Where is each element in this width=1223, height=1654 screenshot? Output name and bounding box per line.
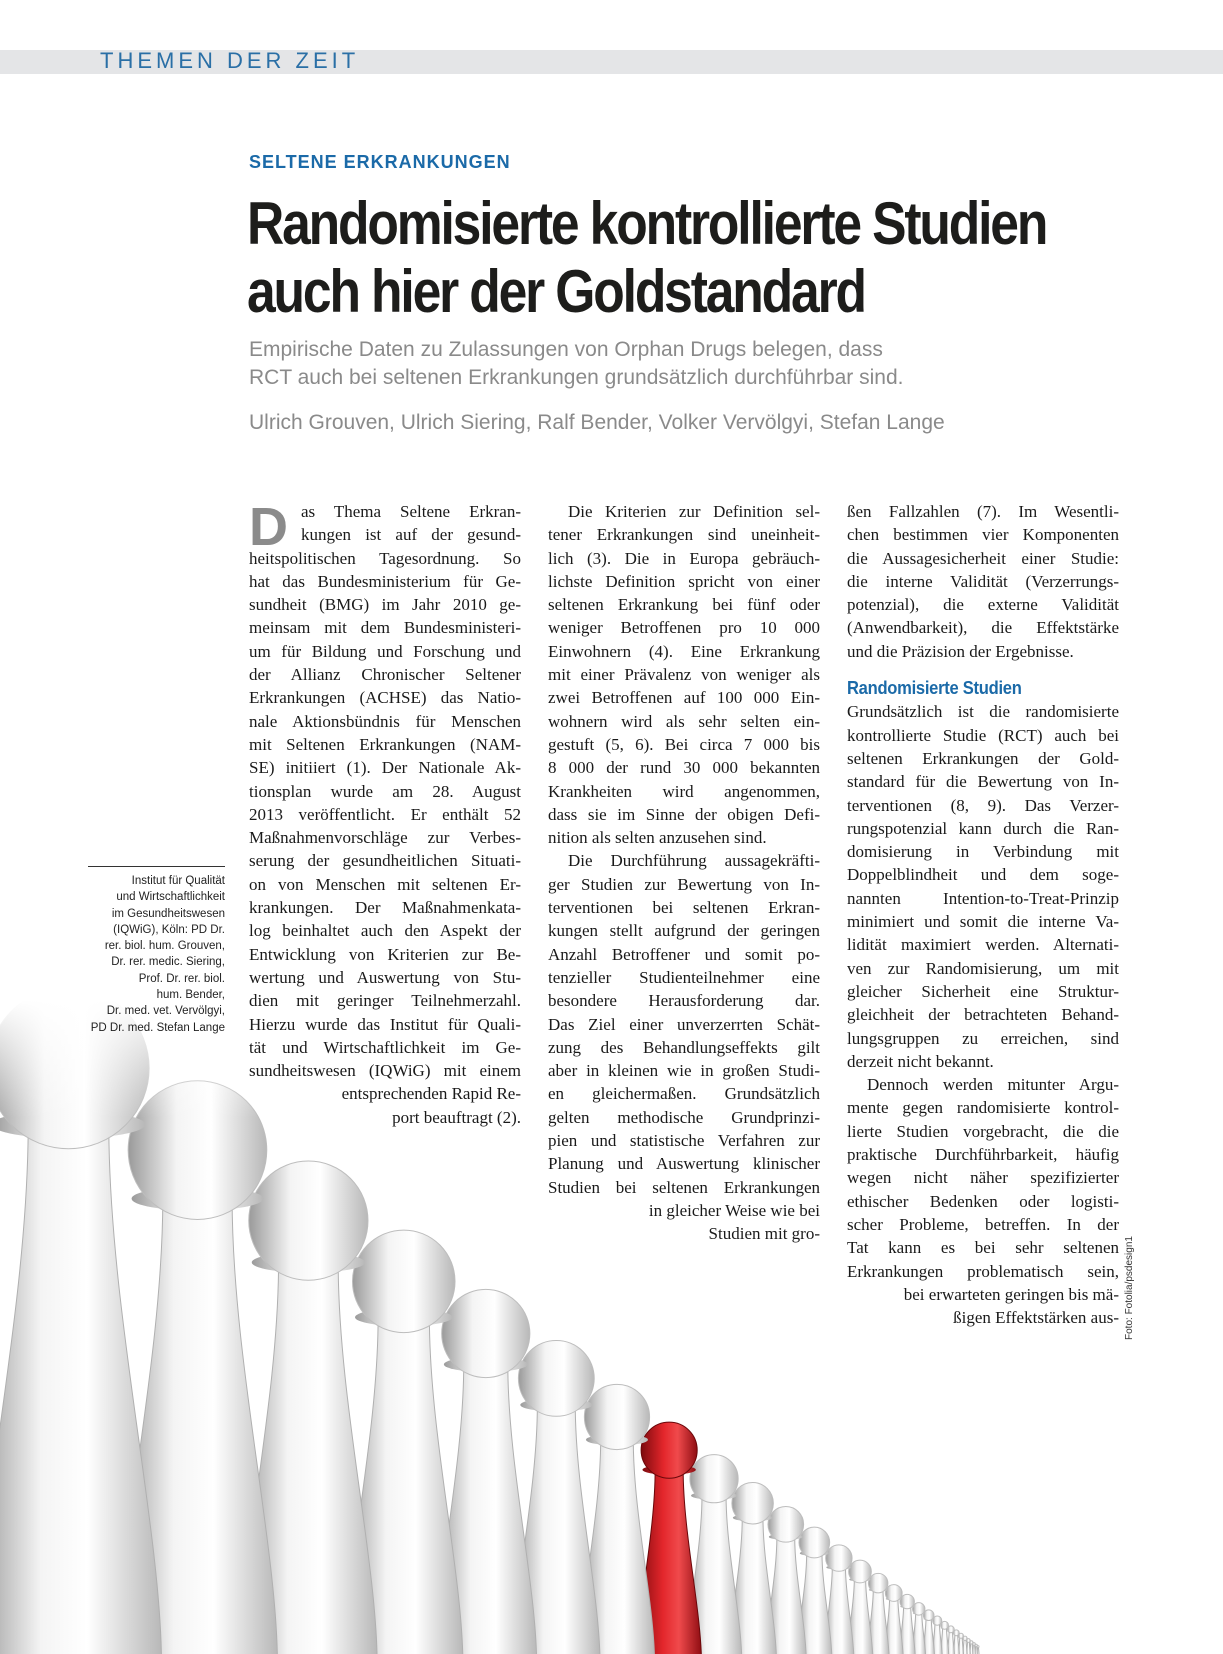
text-line: lidität maximiert werden. Alternati- bbox=[847, 935, 1119, 955]
text-line: gleichheit der betrachteten Behand- bbox=[847, 1005, 1119, 1025]
text-line: 8 000 der rund 30 000 bekannten bbox=[548, 758, 820, 778]
text-line: Studien bei seltenen Erkrankungen bbox=[548, 1177, 820, 1197]
text-line: entsprechenden Rapid Re- bbox=[341, 1084, 521, 1104]
text-line: Studien mit gro- bbox=[708, 1224, 820, 1244]
text-line: kungen stellt aufgrund der geringen bbox=[548, 921, 820, 941]
affiliation-line: Dr. med. vet. Vervölgyi, bbox=[106, 1005, 225, 1018]
text-line: tät und Wirtschaftlichkeit im Ge- bbox=[249, 1037, 521, 1057]
text-line: wegen nicht näher spezifizierter bbox=[847, 1168, 1119, 1188]
text-line: aber in kleinen wie in großen Studi- bbox=[548, 1061, 820, 1081]
affiliation-line: (IQWiG), Köln: PD Dr. bbox=[113, 923, 225, 936]
text-line: der Allianz Chronischer Seltener bbox=[249, 665, 521, 685]
text-line: port beauftragt (2). bbox=[392, 1107, 521, 1127]
text-line: kontrollierte Studie (RCT) auch bei bbox=[847, 725, 1119, 745]
text-line: sundheit (BMG) im Jahr 2010 ge- bbox=[249, 595, 521, 615]
text-line: weniger Betroffenen pro 10 000 bbox=[548, 618, 820, 638]
text-line: mente gegen randomisierte kontrol- bbox=[847, 1098, 1119, 1118]
text-line: Erkrankungen (ACHSE) das Natio- bbox=[249, 688, 521, 708]
text-line: hat das Bundesministerium für Ge- bbox=[249, 571, 521, 591]
text-line: Dennoch werden mitunter Argu- bbox=[867, 1075, 1119, 1095]
text-line: Einwohnern (4). Eine Erkrankung bbox=[548, 641, 820, 661]
text-line: mit Seltenen Erkrankungen (NAM- bbox=[249, 734, 521, 754]
section-label: THEMEN DER ZEIT bbox=[100, 48, 360, 73]
text-line: derzeit nicht bekannt. bbox=[847, 1051, 994, 1071]
text-line: Anzahl Betroffener und somit po- bbox=[548, 944, 820, 964]
text-line: domisierung in Verbindung mit bbox=[847, 842, 1119, 862]
text-column-3 bbox=[847, 500, 1119, 1329]
text-line: 2013 veröffentlicht. Er enthält 52 bbox=[249, 804, 521, 824]
text-column-1 bbox=[249, 497, 521, 1129]
text-line: ven zur Randomisierung, um mit bbox=[847, 958, 1119, 978]
headline-line-2: auch hier der Goldstandard bbox=[247, 258, 865, 325]
affiliation-line: Prof. Dr. rer. biol. bbox=[138, 972, 225, 985]
text-line: die Aussagesicherheit einer Studie: bbox=[847, 548, 1119, 568]
text-line: mit einer Prävalenz von weniger als bbox=[548, 665, 820, 685]
text-line: ethischer Bedenken oder logisti- bbox=[847, 1191, 1119, 1211]
text-line: lichste Definition spricht von einer bbox=[548, 571, 820, 591]
text-line: wertung und Auswertung von Stu- bbox=[249, 967, 521, 987]
text-line: um für Bildung und Forschung und bbox=[249, 641, 521, 661]
affiliation-line: hum. Bender, bbox=[156, 989, 225, 1002]
text-column-2 bbox=[548, 500, 820, 1246]
subtitle-line-2: RCT auch bei seltenen Erkrankungen grundsätzlich durchführbar sind. bbox=[249, 366, 904, 389]
text-line: Grundsätzlich ist die randomisierte bbox=[847, 702, 1119, 722]
author-affiliation bbox=[88, 866, 225, 1036]
text-line: kungen ist auf der gesund- bbox=[301, 525, 521, 545]
text-line: besondere Herausforderung dar. bbox=[548, 991, 820, 1011]
text-line: die interne Validität (Verzerrungs- bbox=[847, 571, 1119, 591]
text-line: chen bestimmen vier Komponenten bbox=[847, 525, 1119, 545]
text-line: SE) initiiert (1). Der Nationale Ak- bbox=[249, 758, 521, 778]
text-line: ßigen Effektstärken aus- bbox=[953, 1308, 1119, 1328]
text-line: lungsgruppen zu erreichen, sind bbox=[847, 1028, 1119, 1048]
text-line: nition als selten anzusehen sind. bbox=[548, 828, 767, 848]
text-line: scher Probleme, betreffen. In der bbox=[847, 1214, 1119, 1234]
section-subheading: Randomisierte Studien bbox=[847, 678, 1022, 699]
text-line: serung der gesundheitlichen Situati- bbox=[249, 851, 521, 871]
text-line: dass sie im Sinne der obigen Defi- bbox=[548, 804, 820, 824]
affiliation-line: und Wirtschaftlichkeit bbox=[116, 891, 225, 904]
text-line: minimiert und somit die interne Va- bbox=[847, 912, 1119, 932]
text-line: Das Ziel einer unverzerrten Schät- bbox=[548, 1014, 820, 1034]
affiliation-line: Dr. rer. medic. Siering, bbox=[111, 956, 225, 969]
text-line: nale Aktionsbündnis für Menschen bbox=[249, 711, 521, 731]
text-line: standard für die Bewertung von In- bbox=[847, 772, 1119, 792]
text-line: Hierzu wurde das Institut für Quali- bbox=[249, 1014, 521, 1034]
text-line: gestuft (5, 6). Bei circa 7 000 bis bbox=[548, 734, 820, 754]
text-line: zung des Behandlungseffekts gilt bbox=[548, 1037, 820, 1057]
text-line: heitspolitischen Tagesordnung. So bbox=[249, 548, 521, 568]
text-line: en gleichermaßen. Grundsätzlich bbox=[548, 1084, 820, 1104]
text-line: rungspotenzial kann durch die Ran- bbox=[847, 818, 1119, 838]
text-line: Planung und Auswertung klinischer bbox=[548, 1154, 820, 1174]
text-line: seltenen Erkrankungen der Gold- bbox=[847, 748, 1119, 768]
photo-credit: Foto: Fotolia/psdesign1 bbox=[1124, 1236, 1135, 1340]
text-line: Entwicklung von Kriterien zur Be- bbox=[249, 944, 521, 964]
text-line: as Thema Seltene Erkran- bbox=[301, 502, 521, 521]
text-line: tionsplan wurde am 28. August bbox=[249, 781, 521, 801]
text-line: gelten methodische Grundprinzi- bbox=[548, 1107, 820, 1127]
text-line: Maßnahmenvorschläge zur Verbes- bbox=[249, 828, 521, 848]
text-line: seltenen Erkrankung bei fünf oder bbox=[548, 595, 820, 615]
text-line: gleicher Sicherheit eine Struktur- bbox=[847, 981, 1119, 1001]
text-line: pien und statistische Verfahren zur bbox=[548, 1131, 820, 1151]
article-kicker: SELTENE ERKRANKUNGEN bbox=[249, 152, 511, 172]
text-line: Tat kann es bei sehr seltenen bbox=[847, 1238, 1119, 1258]
affiliation-line: PD Dr. med. Stefan Lange bbox=[90, 1021, 225, 1034]
text-line: Die Durchführung aussagekräfti- bbox=[568, 851, 820, 871]
drop-cap: D bbox=[249, 497, 288, 557]
article-subtitle bbox=[249, 336, 1109, 392]
article-headline bbox=[247, 190, 1055, 326]
text-line: bei erwarteten geringen bis mä- bbox=[903, 1284, 1119, 1304]
text-line: Erkrankungen problematisch sein, bbox=[847, 1261, 1119, 1281]
text-line: potenzial), die externe Validität bbox=[847, 595, 1119, 615]
subtitle-line-1: Empirische Daten zu Zulassungen von Orphan Drugs belegen, dass bbox=[249, 338, 883, 361]
headline-line-1: Randomisierte kontrollierte Studien bbox=[247, 190, 1047, 257]
article-authors: Ulrich Grouven, Ulrich Siering, Ralf Bender, Volker Vervölgyi, Stefan Lange bbox=[249, 411, 945, 434]
text-line: praktische Durchführbarkeit, häufig bbox=[847, 1145, 1119, 1165]
text-line: (Anwendbarkeit), die Effektstärke bbox=[847, 618, 1119, 638]
text-line: Krankheiten wird angenommen, bbox=[548, 781, 820, 801]
text-line: Doppelblindheit und dem soge- bbox=[847, 865, 1119, 885]
text-line: terventionen (8, 9). Das Verzer- bbox=[847, 795, 1119, 815]
text-line: on von Menschen mit seltenen Er- bbox=[249, 874, 521, 894]
text-line: ger Studien zur Bewertung von In- bbox=[548, 874, 820, 894]
text-line: sundheitswesen (IQWiG) mit einem bbox=[249, 1061, 521, 1081]
text-line: ßen Fallzahlen (7). Im Wesentli- bbox=[847, 502, 1119, 521]
affiliation-line: Institut für Qualität bbox=[131, 875, 225, 887]
text-line: meinsam mit dem Bundesministeri- bbox=[249, 618, 521, 638]
text-line: lierte Studien vorgebracht, die die bbox=[847, 1121, 1119, 1141]
text-line: Die Kriterien zur Definition sel- bbox=[568, 502, 820, 521]
text-line: und die Präzision der Ergebnisse. bbox=[847, 641, 1074, 661]
text-line: lich (3). Die in Europa gebräuch- bbox=[548, 548, 820, 568]
affiliation-line: im Gesundheitswesen bbox=[111, 907, 225, 920]
text-line: tener Erkrankungen sind uneinheit- bbox=[548, 525, 820, 545]
text-line: zwei Betroffenen auf 100 000 Ein- bbox=[548, 688, 820, 708]
text-line: in gleicher Weise wie bei bbox=[648, 1200, 820, 1220]
text-line: wohnern wird als sehr selten ein- bbox=[548, 711, 820, 731]
text-line: dien mit geringer Teilnehmerzahl. bbox=[249, 991, 521, 1011]
affiliation-line: rer. biol. hum. Grouven, bbox=[104, 940, 225, 953]
text-line: tenzieller Studienteilnehmer eine bbox=[548, 967, 820, 987]
text-line: log beinhaltet auch den Aspekt der bbox=[249, 921, 521, 941]
text-line: krankungen. Der Maßnahmenkata- bbox=[249, 898, 521, 918]
text-line: nannten Intention-to-Treat-Prinzip bbox=[847, 888, 1119, 908]
text-line: terventionen bei seltenen Erkran- bbox=[548, 898, 820, 918]
